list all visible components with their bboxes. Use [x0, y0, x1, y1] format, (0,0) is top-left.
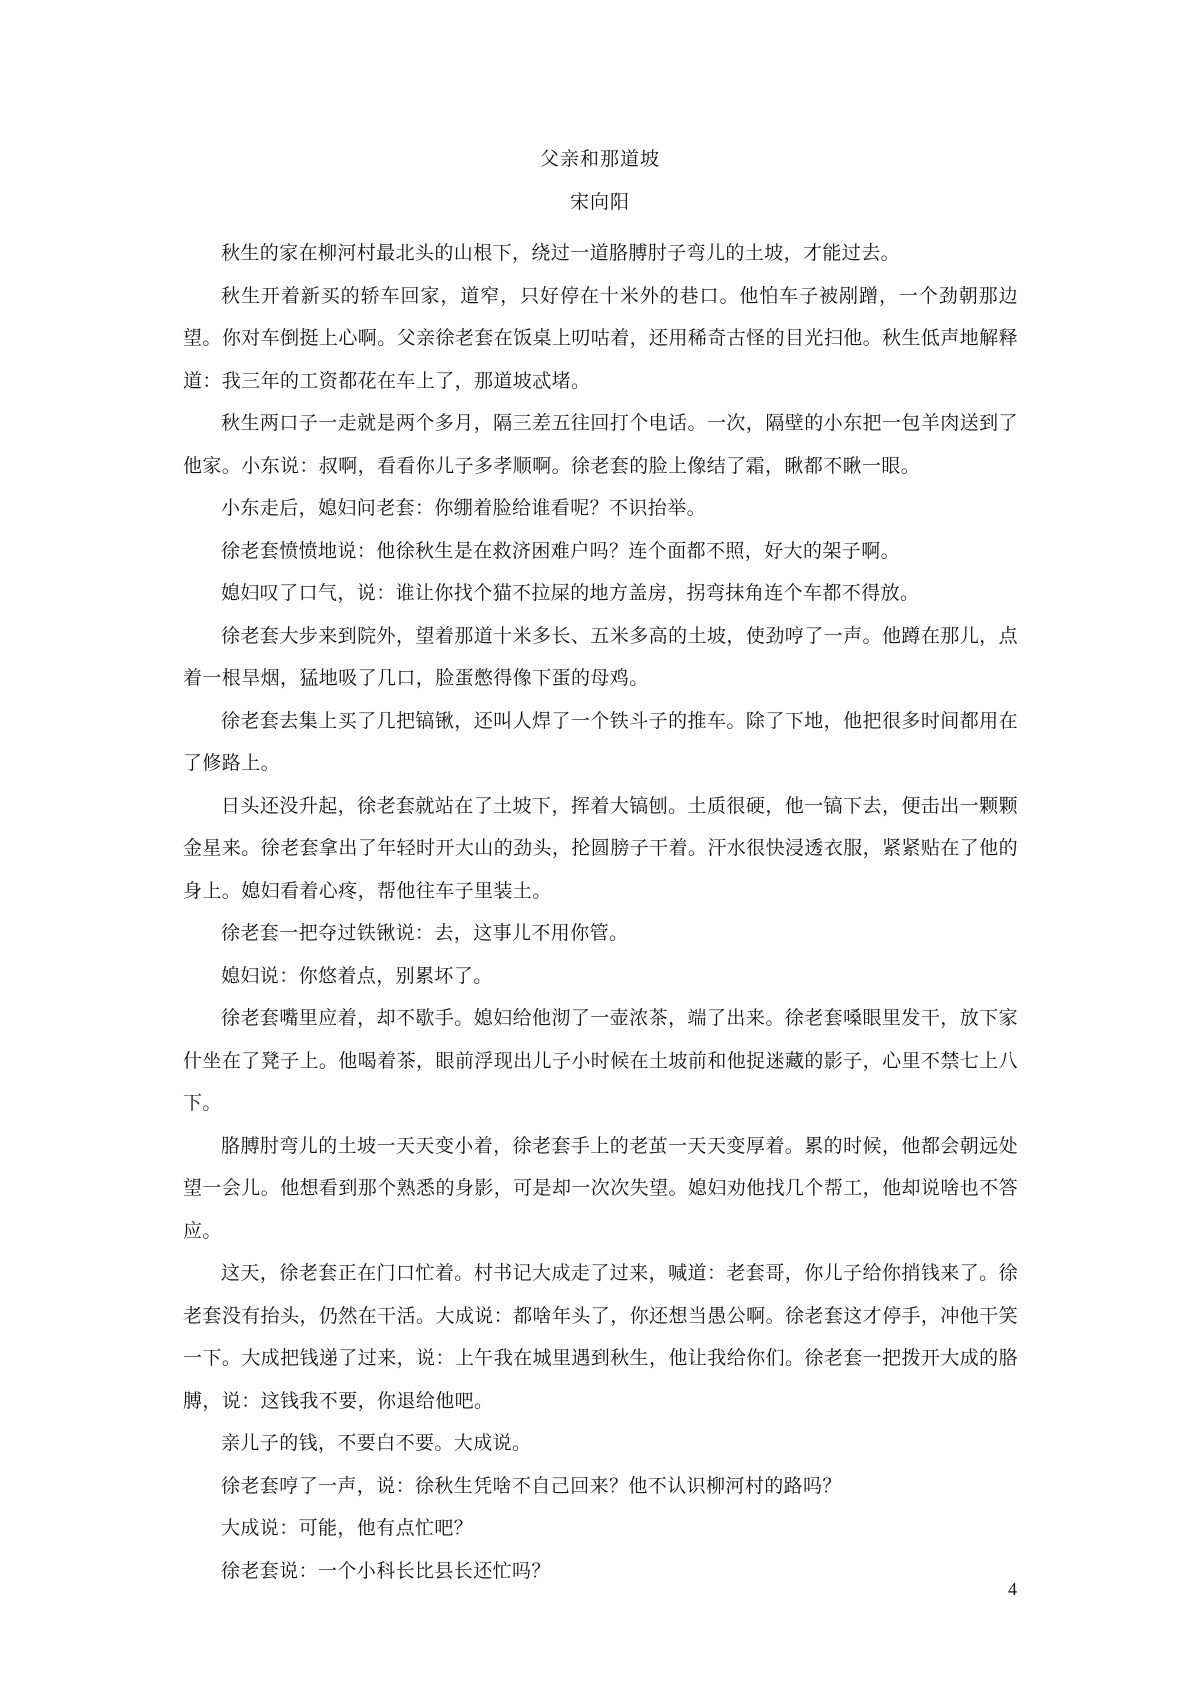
article-author: 宋向阳 [569, 191, 630, 213]
article-body [183, 232, 1018, 1592]
paragraph: 这天，徐老套正在门口忙着。村书记大成走了过来，喊道：老套哥，你儿子给你捎钱来了。徐老套没有抬头，仍然在干活。大成说：都啥年头了，你还想当愚公啊。徐老套这才停手，冲他干笑一下。大成把钱递了过来，说：上午我在城里遇到秋生，他让我给你们。徐老套一把拨开大成的胳膊，说：这钱我不要，你退给他吧。 [183, 1262, 1018, 1412]
paragraph: 徐老套说：一个小科长比县长还忙吗？ [221, 1559, 551, 1582]
page-number: 4 [1008, 1579, 1017, 1599]
paragraph: 大成说：可能，他有点忙吧？ [221, 1517, 474, 1539]
paragraph: 徐老套一把夺过铁锹说：去，这事儿不用你管。 [221, 922, 629, 944]
paragraph: 胳膊肘弯儿的土坡一天天变小着，徐老套手上的老茧一天天变厚着。累的时候，他都会朝远处望一会儿。他想看到那个熟悉的身影，可是却一次次失望。媳妇劝他找几个帮工，他却说啥也不答应。 [183, 1134, 1018, 1242]
paragraph: 日头还没升起，徐老套就站在了土坡下，挥着大镐刨。土质很硬，他一镐下去，便击出一颗颗金星来。徐老套拿出了年轻时开大山的劲头，抡圆膀子干着。汗水很快浸透衣服，紧紧贴在了他的身上。媳妇看着心疼，帮他往车子里装土。 [183, 794, 1018, 902]
article-title: 父亲和那道坡 [539, 148, 660, 170]
paragraph: 小东走后，媳妇问老套：你绷着脸给谁看呢？不识抬举。 [221, 497, 707, 519]
paragraph: 徐老套哼了一声，说：徐秋生凭啥不自己回来？他不认识柳河村的路吗？ [221, 1474, 842, 1497]
paragraph: 秋生开着新买的轿车回家，道窄，只好停在十米外的巷口。他怕车子被剐蹭，一个劲朝那边望。你对车倒挺上心啊。父亲徐老套在饭桌上叨咕着，还用稀奇古怪的目光扫他。秋生低声地解释道：我三年的工资都花在车上了，那道坡忒堵。 [183, 284, 1018, 392]
paragraph: 秋生的家在柳河村最北头的山根下，绕过一道胳膊肘子弯儿的土坡，才能过去。 [221, 242, 901, 264]
paragraph: 徐老套大步来到院外，望着那道十米多长、五米多高的土坡，使劲哼了一声。他蹲在那儿，点着一根旱烟，猛地吸了几口，脸蛋憋得像下蛋的母鸡。 [183, 624, 1018, 689]
paragraph: 秋生两口子一走就是两个多月，隔三差五往回打个电话。一次，隔壁的小东把一包羊肉送到了他家。小东说：叔啊，看看你儿子多孝顺啊。徐老套的脸上像结了霜，瞅都不瞅一眼。 [183, 412, 1018, 477]
paragraph: 媳妇说：你悠着点，别累坏了。 [221, 964, 493, 987]
paragraph: 徐老套愤愤地说：他徐秋生是在救济困难户吗？连个面都不照，好大的架子啊。 [221, 539, 901, 562]
paragraph: 徐老套嘴里应着，却不歇手。媳妇给他沏了一壶浓茶，端了出来。徐老套嗓眼里发干，放下家什坐在了凳子上。他喝着茶，眼前浮现出儿子小时候在土坡前和他捉迷藏的影子，心里不禁七上八下。 [183, 1007, 1018, 1114]
paragraph: 亲儿子的钱，不要白不要。大成说。 [221, 1432, 532, 1454]
paragraph: 徐老套去集上买了几把镐锹，还叫人焊了一个铁斗子的推车。除了下地，他把很多时间都用在了修路上。 [183, 709, 1018, 774]
paragraph: 媳妇叹了口气，说：谁让你找个猫不拉屎的地方盖房，拐弯抹角连个车都不得放。 [221, 582, 920, 604]
